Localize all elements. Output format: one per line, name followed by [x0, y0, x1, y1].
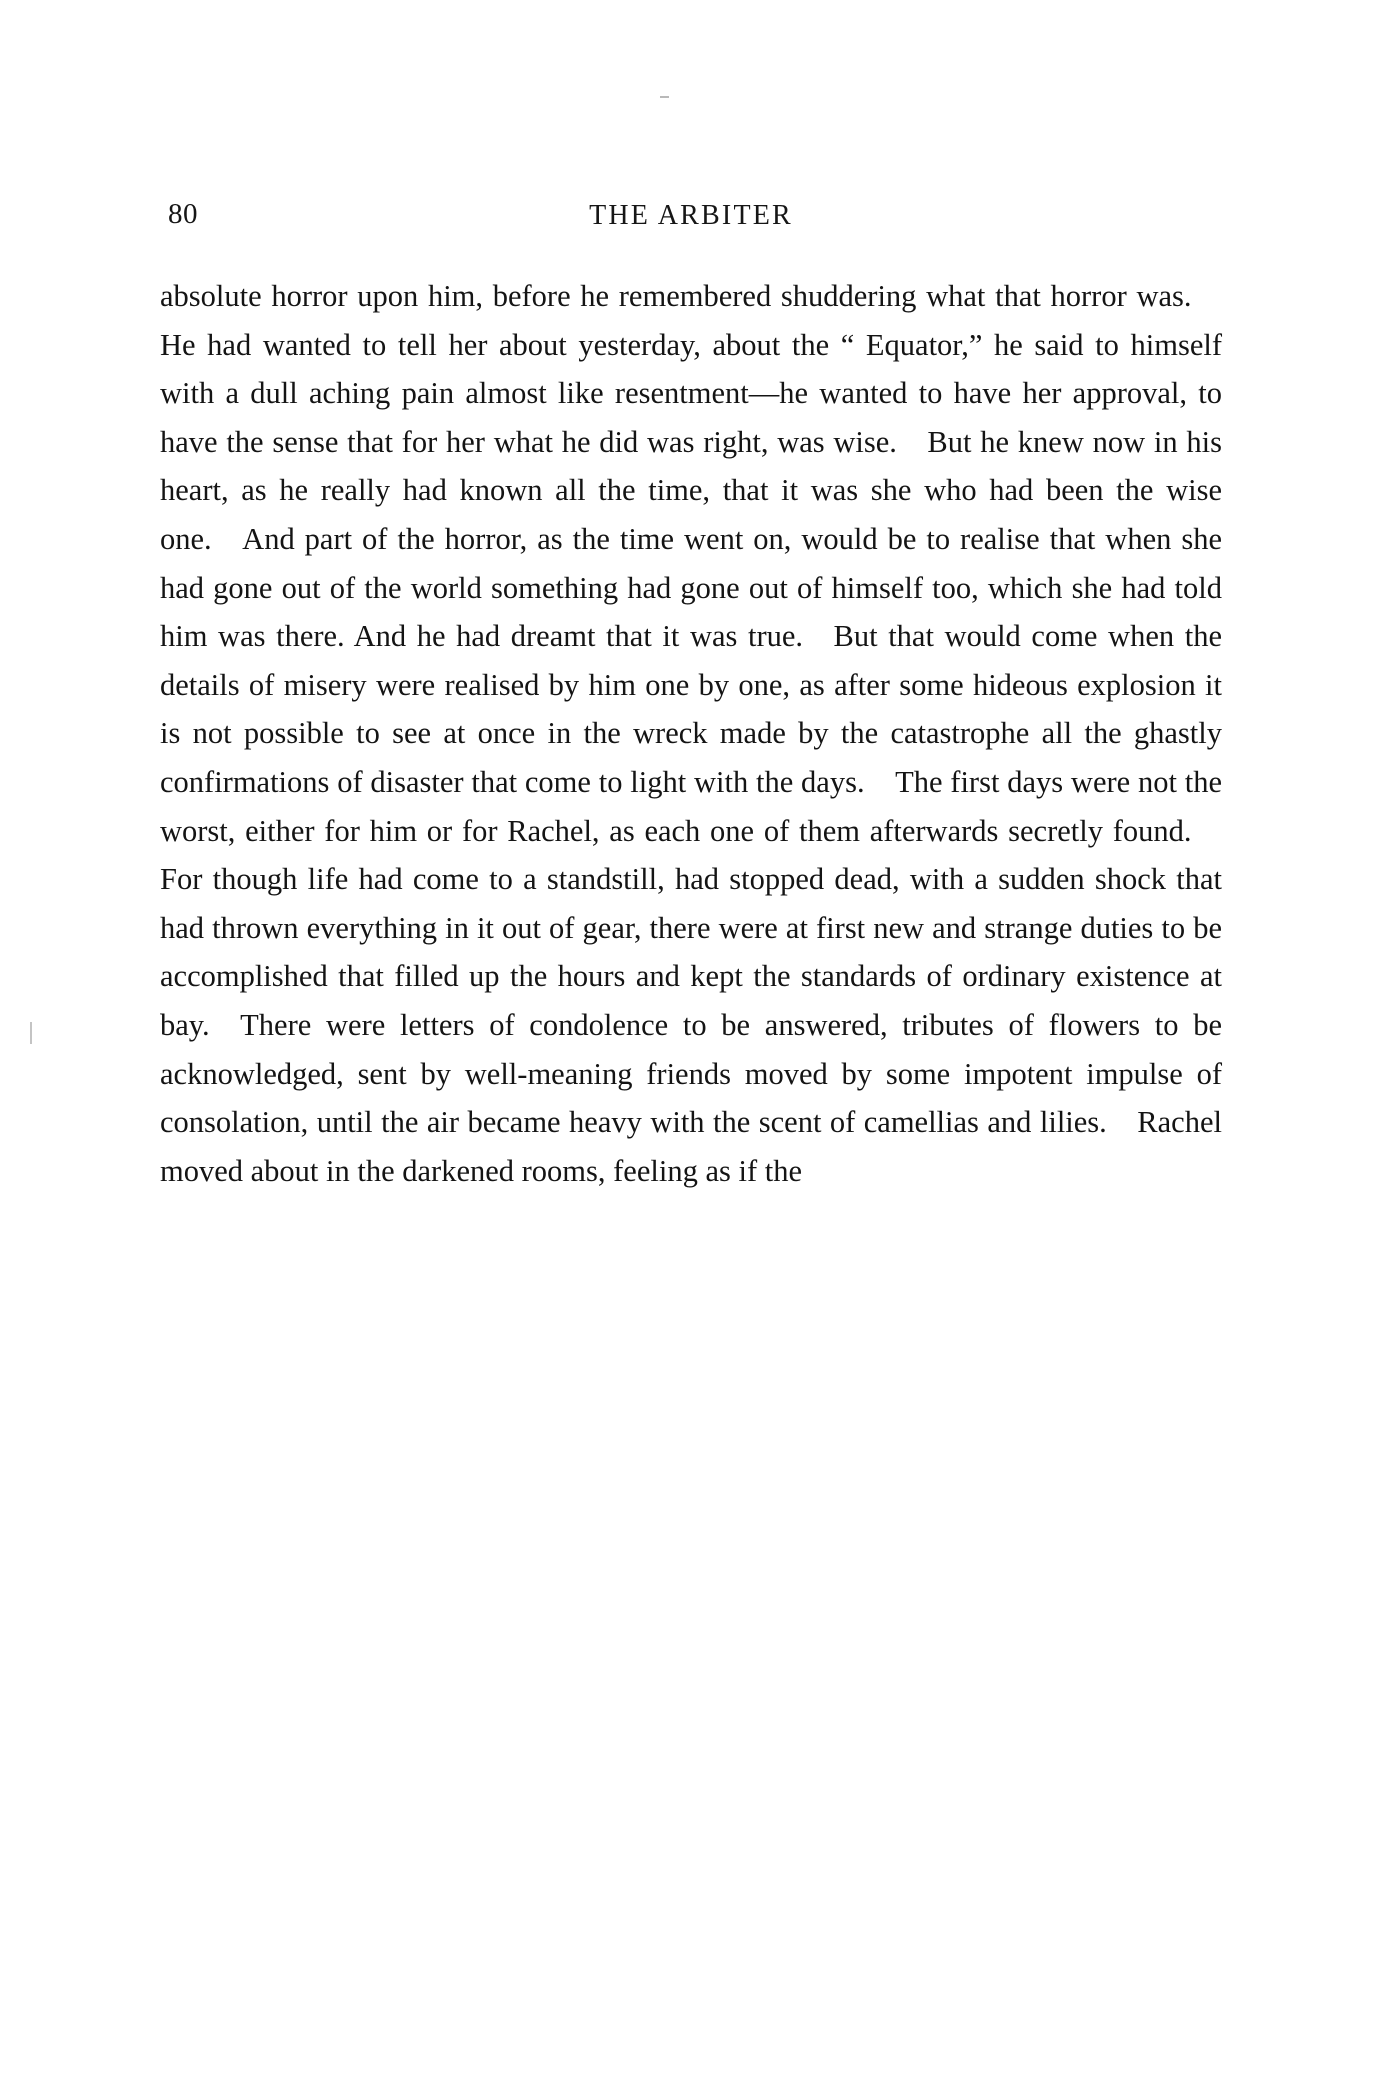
page-header	[168, 198, 1214, 238]
page-number: 80	[168, 198, 198, 230]
page-body	[160, 272, 1222, 1195]
page-speck	[660, 96, 669, 98]
page-speck	[30, 1022, 32, 1044]
running-title: THE ARBITER	[589, 200, 793, 231]
body-paragraph: absolute horror upon him, before he remembered shuddering what that horror was. He had wanted to tell her about yesterday, about the “ Equator,” he said to himself with a dull aching pain almost like resentment—he wanted to have her approval, to have the sense that for her what he did was right, was wise. But he knew now in his heart, as he really had known all the time, that it was she who had been the wise one. And part of the horror, as the time went on, would be to realise that when she had gone out of the world something had gone out of himself too, which she had told him was there. And he had dreamt that it was true. But that would come when the details of misery were realised by him one by one, as after some hideous explosion it is not possible to see at once in the wreck made by the catastrophe all the ghastly confirmations of disaster that come to light with the days. The first days were not the worst, either for him or for Rachel, as each one of them afterwards secretly found. For though life had come to a standstill, had stopped dead, with a sudden shock that had thrown everything in it out of gear, there were at first new and strange duties to be accomplished that filled up the hours and kept the standards of ordinary existence at bay. There were letters of condolence to be answered, tributes of flowers to be acknowledged, sent by well-meaning friends moved by some impotent impulse of consolation, until the air became heavy with the scent of camellias and lilies. Rachel moved about in the darkened rooms, feeling as if the	[160, 279, 1222, 1188]
